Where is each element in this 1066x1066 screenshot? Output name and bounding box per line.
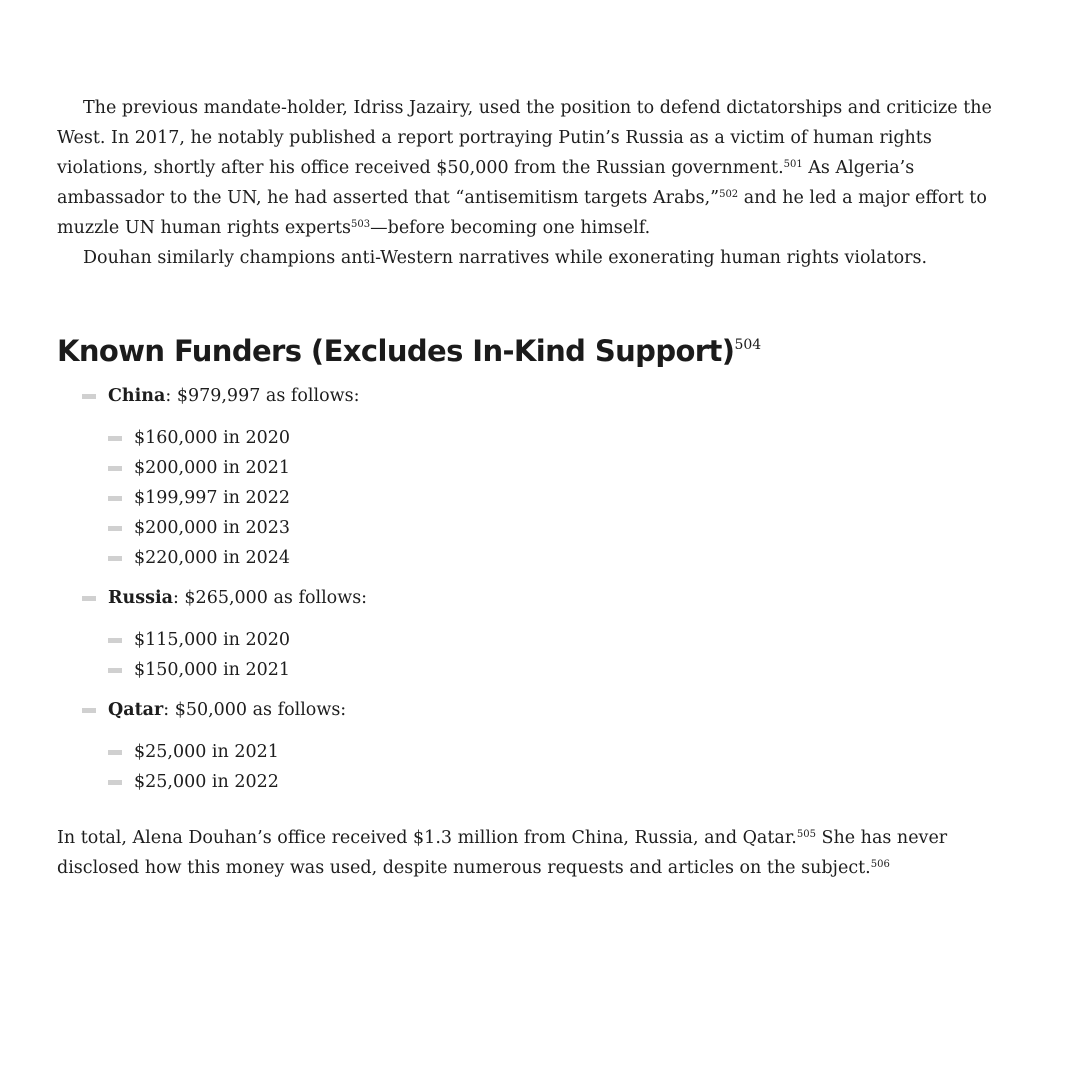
list-item	[108, 655, 1017, 685]
list-item	[108, 737, 1017, 767]
funder-qatar	[82, 695, 1017, 797]
bullet-icon	[108, 638, 122, 643]
funder-breakdown	[108, 737, 1017, 797]
intro-text-3: and he led a major effort to muzzle UN human rights experts	[57, 188, 987, 238]
footnote-ref-505[interactable]: 505	[796, 829, 816, 840]
funder-heading	[108, 381, 1017, 411]
footnote-ref-501[interactable]: 501	[783, 159, 803, 170]
funder-summary: : $50,000 as follows:	[163, 700, 347, 720]
list-item	[108, 543, 1017, 573]
footnote-ref-504[interactable]: 504	[734, 337, 762, 353]
list-item-text: $115,000 in 2020	[134, 630, 291, 650]
intro-text-2: As Algeria’s ambassador to the UN, he had asserted that “antisemitism targets Arabs,”	[57, 158, 915, 208]
list-item	[108, 453, 1017, 483]
list-item	[108, 513, 1017, 543]
bullet-icon	[108, 496, 122, 501]
bullet-icon	[108, 466, 122, 471]
funder-name: Russia	[108, 588, 173, 608]
funder-summary: : $979,997 as follows:	[165, 386, 360, 406]
list-item-text: $200,000 in 2021	[134, 458, 291, 478]
funder-name: Qatar	[108, 700, 164, 720]
section-heading-title: Known Funders (Excludes In-Kind Support)	[57, 334, 735, 368]
funder-breakdown	[108, 625, 1017, 685]
intro-text-4: —before becoming one himself.	[370, 218, 651, 238]
bullet-icon	[82, 596, 96, 601]
list-item	[108, 483, 1017, 513]
footnote-ref-503[interactable]: 503	[351, 219, 371, 230]
intro-text-1: The previous mandate-holder, Idriss Jazairy, used the position to defend dictatorships and criticize the West. In 2017, he notably published a report portraying Putin’s Russia as a victim of human rights violations, shortly after his office received $50,000 from the Russian government.	[57, 98, 992, 178]
funder-heading	[108, 695, 1017, 725]
footnote-ref-502[interactable]: 502	[719, 189, 739, 200]
funder-heading	[108, 583, 1017, 613]
bullet-icon	[108, 668, 122, 673]
intro-paragraph-2: Douhan similarly champions anti-Western narratives while exonerating human rights violators.	[83, 248, 928, 268]
list-item-text: $25,000 in 2022	[134, 772, 279, 792]
bullet-icon	[108, 526, 122, 531]
list-item-text: $220,000 in 2024	[134, 548, 291, 568]
funder-china	[82, 381, 1017, 573]
list-item-text: $25,000 in 2021	[134, 742, 279, 762]
closing-paragraph	[57, 823, 1017, 883]
bullet-icon	[108, 436, 122, 441]
list-item	[108, 423, 1017, 453]
funder-name: China	[108, 386, 166, 406]
document-page	[57, 93, 1017, 883]
funder-summary: : $265,000 as follows:	[172, 588, 368, 608]
list-item-text: $150,000 in 2021	[134, 660, 291, 680]
footnote-ref-506[interactable]: 506	[870, 859, 890, 870]
bullet-icon	[108, 556, 122, 561]
closing-text-1: In total, Alena Douhan’s office received $1.3 million from China, Russia, and Qatar.	[57, 828, 797, 848]
funder-breakdown	[108, 423, 1017, 573]
section-heading	[57, 331, 1017, 371]
bullet-icon	[108, 780, 122, 785]
funder-russia	[82, 583, 1017, 685]
list-item	[108, 625, 1017, 655]
list-item-text: $160,000 in 2020	[134, 428, 291, 448]
list-item-text: $199,997 in 2022	[134, 488, 291, 508]
funders-list	[57, 381, 1017, 797]
closing-text-2: She has never disclosed how this money was used, despite numerous requests and articles on the subject.	[57, 828, 948, 878]
list-item	[108, 767, 1017, 797]
bullet-icon	[82, 708, 96, 713]
intro-paragraph-1	[57, 93, 1017, 243]
bullet-icon	[108, 750, 122, 755]
list-item-text: $200,000 in 2023	[134, 518, 291, 538]
bullet-icon	[82, 394, 96, 399]
